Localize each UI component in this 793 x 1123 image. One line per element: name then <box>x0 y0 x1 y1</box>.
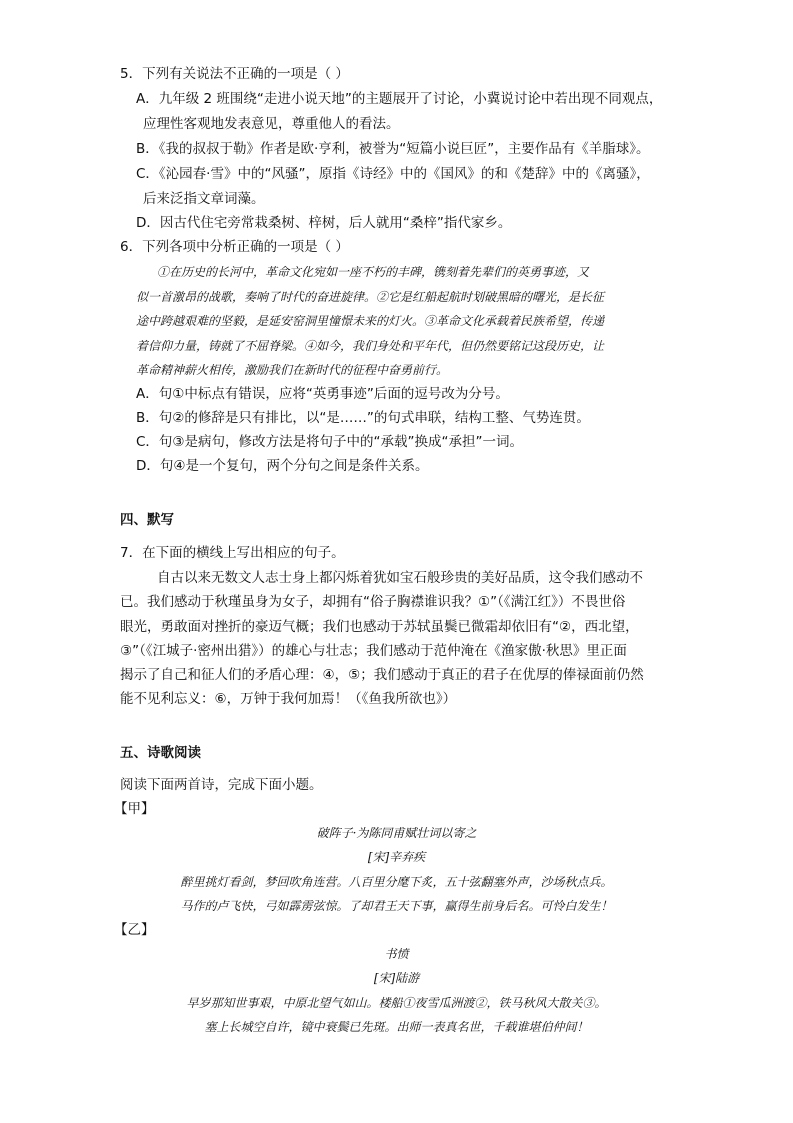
q5-stem: 5．下列有关说法不正确的一项是（ ） <box>120 66 349 82</box>
q6-passage-line5: 革命精神薪火相传，激励我们在新时代的征程中奋勇前行。 <box>136 363 449 377</box>
poem-yi-line2: 塞上长城空自许，镜中衰鬓已先斑。出师一表真名世，千载谁堪伯仲间！ <box>204 1020 589 1034</box>
q7-passage-line2: 已。我们感动于秋瑾虽身为女子，却拥有“俗子胸襟谁识我？①”（《满江红》）不畏世俗 <box>120 594 626 610</box>
q6-passage-line1: ①在历史的长河中，革命文化宛如一座不朽的丰碑，镌刻着先辈们的英勇事迹，又 <box>157 265 590 279</box>
q5-option-d: D．因古代住宅旁常栽桑树、梓树，后人就用“桑梓”指代家乡。 <box>136 215 512 231</box>
section5-intro: 阅读下面两首诗，完成下面小题。 <box>120 777 323 793</box>
q5-option-a-line2: 应理性客观地发表意见，尊重他人的看法。 <box>143 116 400 132</box>
q6-option-a: A．句①中标点有错误，应将“英勇事迹”后面的逗号改为分号。 <box>136 386 509 402</box>
poem-jia-line1: 醉里挑灯看剑，梦回吹角连营。八百里分麾下炙，五十弦翻塞外声，沙场秋点兵。 <box>180 875 613 889</box>
q7-passage-line3: 眼光，勇敢面对挫折的豪迈气概；我们也感动于苏轼虽鬓已微霜却依旧有“②，西北望， <box>120 619 639 635</box>
poem-jia-author: [宋]辛弃疾 <box>367 850 426 864</box>
poem-yi-author: [宋]陆游 <box>373 971 420 985</box>
q6-passage-line2: 似一首激昂的战歌，奏响了时代的奋进旋律。②它是红船起航时划破黑暗的曙光，是长征 <box>136 290 605 304</box>
section4-title: 四、默写 <box>120 512 174 528</box>
q6-option-c: C．句③是病句，修改方法是将句子中的“承载”换成“承担”一词。 <box>136 434 524 450</box>
q7-passage-line6: 能不见利忘义：⑥，万钟于我何加焉！（《鱼我所欲也》） <box>120 691 457 707</box>
poem-yi-line1: 早岁那知世事艰，中原北望气如山。楼船①夜雪瓜洲渡②，铁马秋风大散关③。 <box>186 996 607 1010</box>
poem-jia-label: 【甲】 <box>114 801 155 817</box>
poem-yi-label: 【乙】 <box>114 922 155 938</box>
q6-stem: 6．下列各项中分析正确的一项是（ ） <box>120 239 349 255</box>
poem-yi-title: 书愤 <box>384 947 409 961</box>
q5-option-c-line2: 后来泛指文章词藻。 <box>143 191 265 207</box>
q7-passage-line4: ③”（《江城子·密州出猎》）的雄心与壮志；我们感动于范仲淹在《渔家傲·秋思》里正面 <box>120 643 627 659</box>
q7-stem: 7．在下面的横线上写出相应的句子。 <box>120 545 345 561</box>
q7-passage-line1: 自古以来无数文人志士身上都闪烁着犹如宝石般珍贵的美好品质，这令我们感动不 <box>157 570 643 586</box>
q7-passage-line5: 揭示了自己和征人们的矛盾心理：④，⑤；我们感动于真正的君子在优厚的俸禄面前仍然 <box>120 667 644 683</box>
q5-option-c-line1: C．《沁园春·雪》中的“风骚”，原指《诗经》中的《国风》的和《楚辞》中的《离骚》， <box>136 166 650 182</box>
q6-option-b: B．句②的修辞是只有排比，以“是……”的句式串联，结构工整、气势连贯。 <box>136 410 590 426</box>
q6-passage-line4: 着信仰力量，铸就了不屈脊梁。④如今，我们身处和平年代，但仍然要铭记这段历史，让 <box>136 339 605 353</box>
q5-option-b: B．《我的叔叔于勒》作者是欧·亨利，被誉为“短篇小说巨匠”，主要作品有《羊脂球》。 <box>136 141 650 157</box>
poem-jia-title: 破阵子·为陈同甫赋壮词以寄之 <box>316 826 477 840</box>
q6-option-d: D．句④是一个复句，两个分句之间是条件关系。 <box>136 458 429 474</box>
q6-passage-line3: 途中跨越艰难的坚毅，是延安窑洞里憧憬未来的灯火。③革命文化承载着民族希望，传递 <box>136 314 605 328</box>
poem-jia-line2: 马作的卢飞快，弓如霹雳弦惊。了却君王天下事，赢得生前身后名。可怜白发生！ <box>180 899 613 913</box>
section5-title: 五、诗歌阅读 <box>120 745 201 761</box>
q5-option-a-line1: A．九年级 2 班围绕“走进小说天地”的主题展开了讨论，小冀说讨论中若出现不同观点， <box>136 91 663 107</box>
